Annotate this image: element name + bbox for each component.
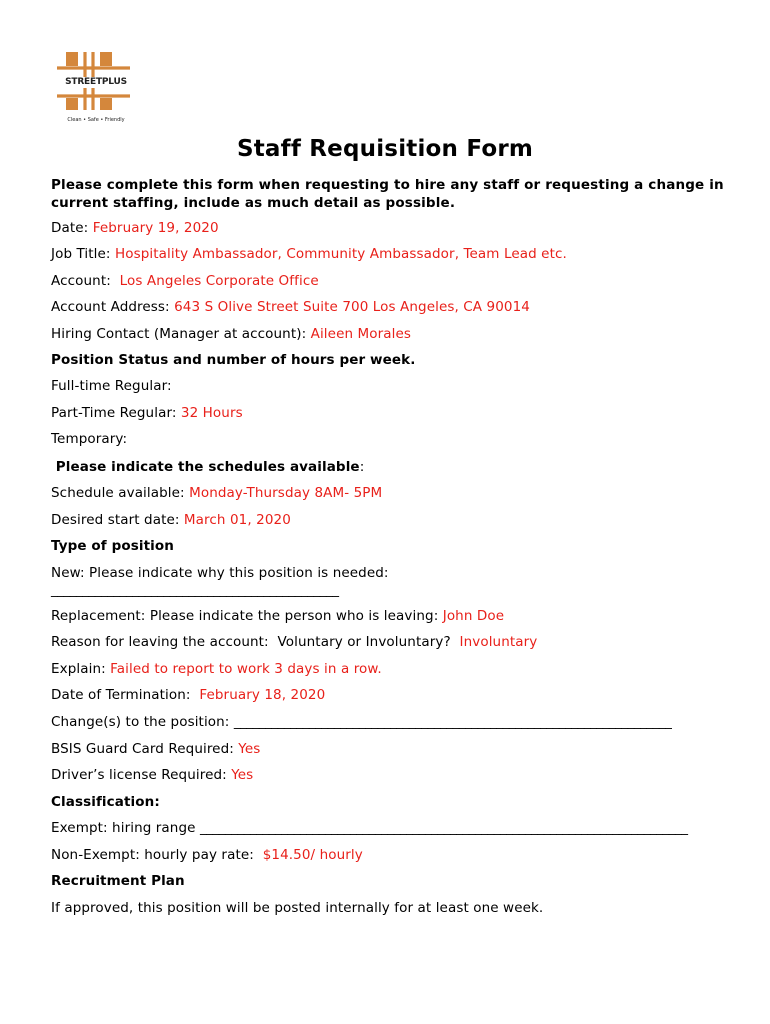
- full-time-row: [51, 377, 172, 395]
- replacement-label: Replacement: Please indicate the person who is leaving:: [51, 608, 443, 624]
- desired-start-value: March 01, 2020: [183, 512, 291, 528]
- intro-text: Please complete this form when requesting to hire any staff or requesting a change in current staffing, include as much detail as possible.: [51, 177, 724, 211]
- desired-start-row: [51, 511, 291, 529]
- schedule-available-label: Schedule available:: [51, 485, 190, 501]
- new-position-label: New: Please indicate why this position is needed:: [51, 565, 389, 581]
- account-row: [51, 272, 319, 290]
- date-row: [51, 219, 219, 237]
- hiring-contact-value: Aileen Morales: [310, 326, 412, 342]
- drivers-license-value: Yes: [231, 767, 254, 783]
- position-status-heading: Position Status and number of hours per week.: [51, 352, 416, 368]
- part-time-label: Part-Time Regular:: [51, 405, 181, 421]
- job-title-value: Hospitality Ambassador, Community Ambassador, Team Lead etc.: [114, 246, 567, 262]
- reason-label: Reason for leaving the account: Voluntary or Involuntary?: [51, 634, 460, 650]
- desired-start-label: Desired start date:: [51, 512, 184, 528]
- schedule-available-value: Monday-Thursday 8AM- 5PM: [189, 485, 383, 501]
- job-title-row: [51, 245, 567, 263]
- part-time-row: [51, 404, 243, 422]
- non-exempt-label: Non-Exempt: hourly pay rate:: [51, 847, 263, 863]
- replacement-value: John Doe: [442, 608, 505, 624]
- reason-value: Involuntary: [459, 634, 538, 650]
- job-title-label: Job Title:: [51, 246, 115, 262]
- account-address-row: [51, 298, 530, 316]
- schedule-available-row: [51, 484, 382, 502]
- replacement-row: [51, 607, 504, 625]
- account-value: Los Angeles Corporate Office: [119, 273, 319, 289]
- new-position-blank: ______________________________________________: [51, 582, 339, 598]
- exempt-label: Exempt: hiring range: [51, 820, 200, 836]
- recruitment-heading: Recruitment Plan: [51, 873, 185, 889]
- account-address-value: 643 S Olive Street Suite 700 Los Angeles, CA 90014: [174, 299, 530, 315]
- bsis-value: Yes: [238, 741, 261, 757]
- page-title: Staff Requisition Form: [236, 136, 534, 162]
- schedules-heading-colon: :: [359, 459, 365, 475]
- explain-row: [51, 660, 382, 678]
- date-label: Date:: [51, 220, 93, 236]
- non-exempt-row: [51, 846, 363, 864]
- changes-row: [51, 713, 671, 731]
- date-value: February 19, 2020: [92, 220, 219, 236]
- changes-label: Change(s) to the position:: [51, 714, 234, 730]
- termination-label: Date of Termination:: [51, 687, 200, 703]
- exempt-row: [51, 819, 687, 837]
- streetplus-logo: [52, 48, 142, 128]
- recruitment-text: If approved, this position will be posted internally for at least one week.: [51, 900, 544, 916]
- logo-wordmark: STREETPLUS: [56, 77, 136, 88]
- hiring-contact-label: Hiring Contact (Manager at account):: [51, 326, 311, 342]
- type-heading: Type of position: [51, 538, 174, 554]
- schedules-heading: Please indicate the schedules available: [51, 459, 360, 475]
- bsis-row: [51, 740, 260, 758]
- part-time-value: 32 Hours: [180, 405, 243, 421]
- account-label: Account:: [51, 273, 120, 289]
- drivers-license-label: Driver’s license Required:: [51, 767, 232, 783]
- drivers-license-row: [51, 766, 253, 784]
- termination-row: [51, 686, 325, 704]
- termination-value: February 18, 2020: [199, 687, 326, 703]
- reason-row: [51, 633, 537, 651]
- exempt-blank: ______________________________________________________________________________: [199, 820, 688, 836]
- schedules-heading-row: [51, 458, 364, 476]
- changes-blank: ______________________________________________________________________: [233, 714, 672, 730]
- logo-tagline: Clean • Safe • Friendly: [67, 117, 125, 123]
- hiring-contact-row: [51, 325, 411, 343]
- bsis-label: BSIS Guard Card Required:: [51, 741, 239, 757]
- account-address-label: Account Address:: [51, 299, 175, 315]
- explain-label: Explain:: [51, 661, 111, 677]
- temporary-label: Temporary:: [51, 431, 128, 447]
- temporary-row: [51, 430, 127, 448]
- non-exempt-value: $14.50/ hourly: [262, 847, 363, 863]
- classification-heading: Classification:: [51, 794, 160, 810]
- full-time-label: Full-time Regular:: [51, 378, 172, 394]
- explain-value: Failed to report to work 3 days in a row.: [110, 661, 382, 677]
